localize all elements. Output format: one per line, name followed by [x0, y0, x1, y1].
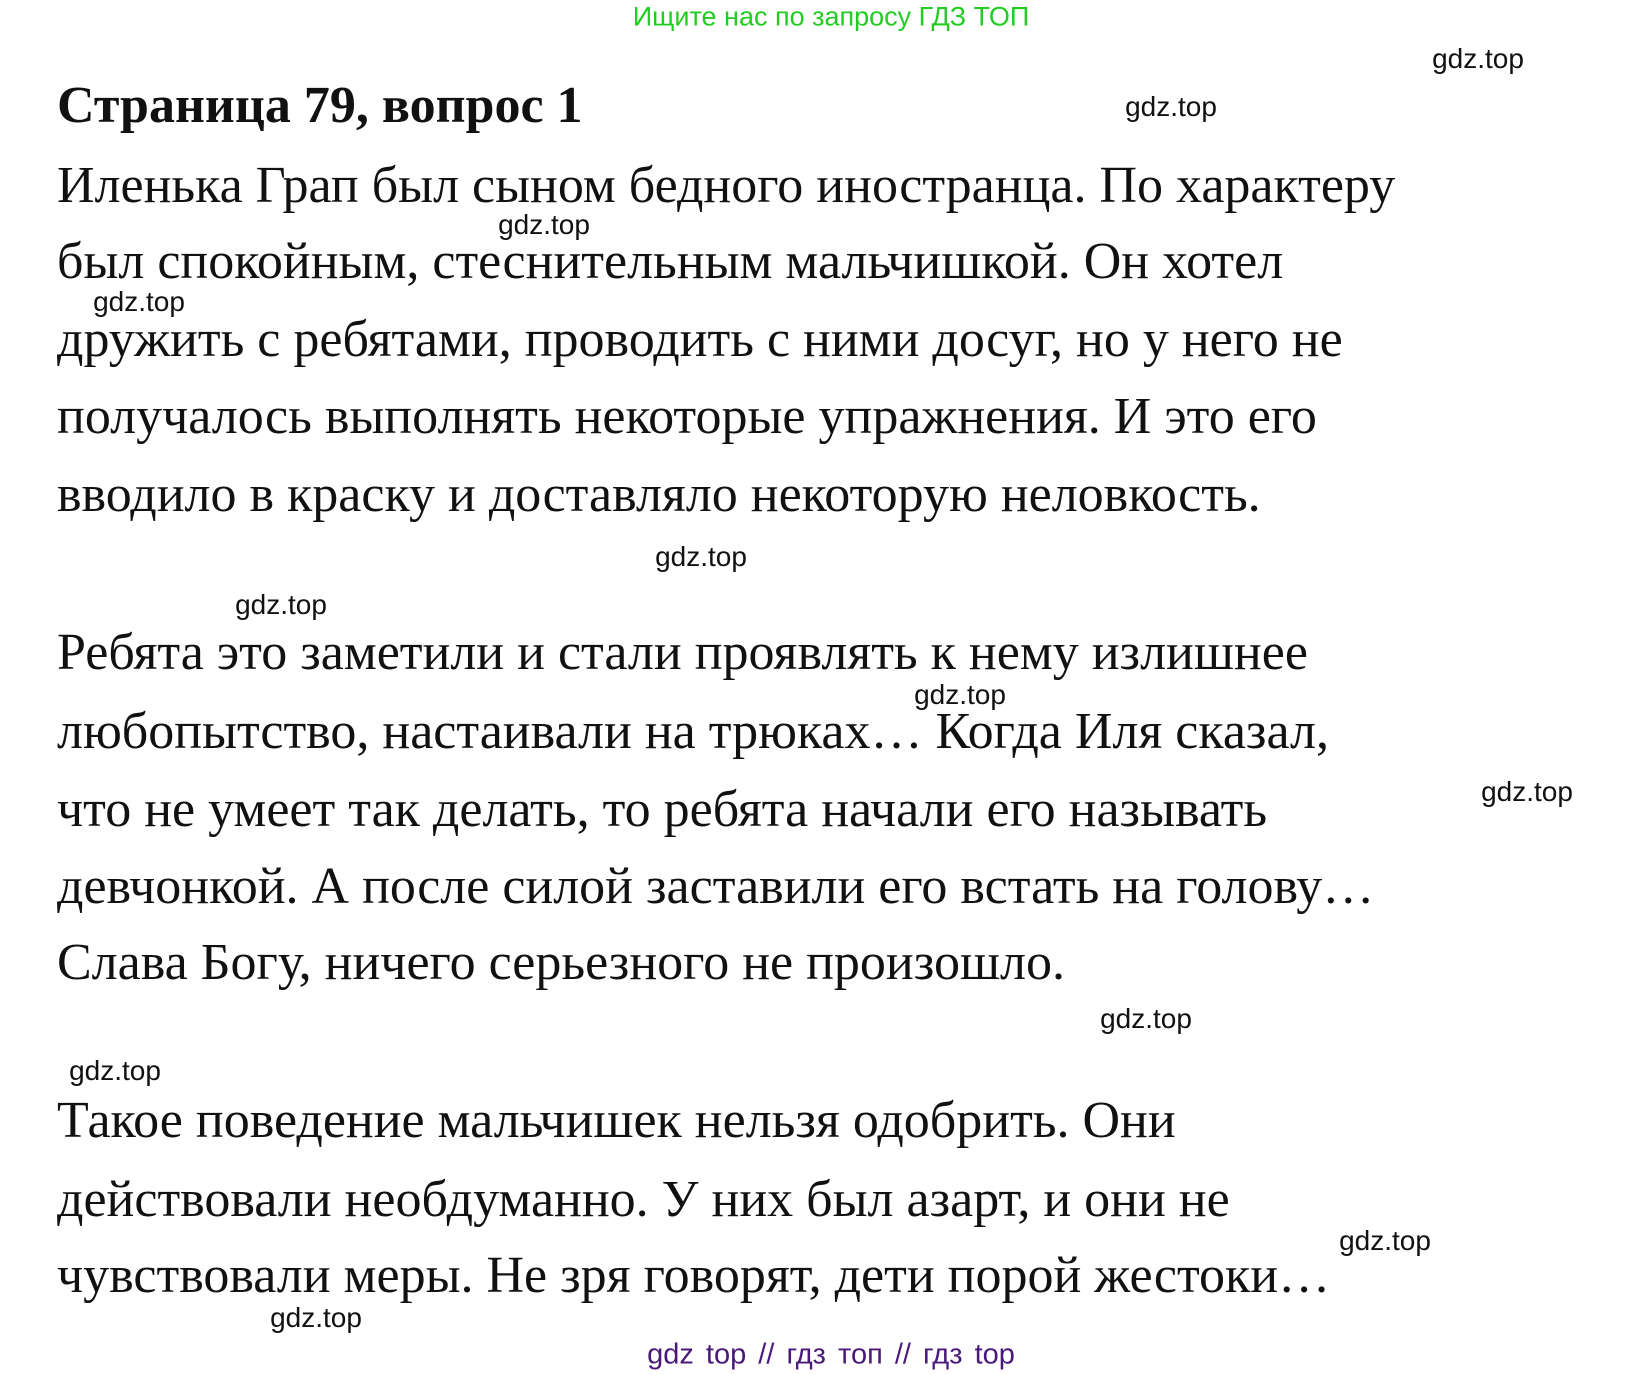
page-title: Страница 79, вопрос 1	[57, 77, 583, 134]
text-line: любопытство, настаивали на трюках… Когда Иля сказал,	[57, 703, 1329, 760]
text-line: девчонкой. А после силой заставили его встать на голову…	[57, 858, 1375, 915]
watermark: gdz.top	[1339, 1225, 1431, 1256]
text-line: получалось выполнять некоторые упражнения. И это его	[57, 388, 1317, 445]
watermark: gdz.top	[498, 209, 590, 240]
watermark: gdz.top	[93, 286, 185, 317]
text-line: действовали необдуманно. У них был азарт, и они не	[57, 1171, 1230, 1228]
watermark: gdz.top	[69, 1055, 161, 1086]
text-line: дружить с ребятами, проводить с ними досуг, но у него не	[57, 311, 1343, 368]
watermark: gdz.top	[1100, 1003, 1192, 1034]
text-line: что не умеет так делать, то ребята начали его называть	[57, 781, 1268, 838]
text-line: вводило в краску и доставляло некоторую неловкость.	[57, 466, 1261, 523]
text-line: чувствовали меры. Не зря говорят, дети порой жестоки…	[57, 1247, 1331, 1304]
text-line: Иленька Грап был сыном бедного иностранца. По характеру	[57, 157, 1396, 214]
watermark: gdz.top	[270, 1302, 362, 1333]
text-line: Ребята это заметили и стали проявлять к нему излишнее	[57, 624, 1308, 681]
watermark: gdz.top	[914, 679, 1006, 710]
search-banner: Ищите нас по запросу ГДЗ ТОП	[632, 1, 1030, 32]
text-line: Такое поведение мальчишек нельзя одобрить. Они	[57, 1092, 1176, 1149]
text-line: был спокойным, стеснительным мальчишкой. Он хотел	[57, 233, 1284, 290]
watermark: gdz.top	[1481, 776, 1573, 807]
text-line: Слава Богу, ничего серьезного не произошло.	[57, 934, 1065, 991]
footer-link[interactable]: gdz top // гдз топ // гдз top	[647, 1338, 1015, 1371]
watermark: gdz.top	[1432, 43, 1524, 74]
watermark: gdz.top	[235, 589, 327, 620]
watermark: gdz.top	[655, 541, 747, 572]
watermark: gdz.top	[1125, 91, 1217, 122]
